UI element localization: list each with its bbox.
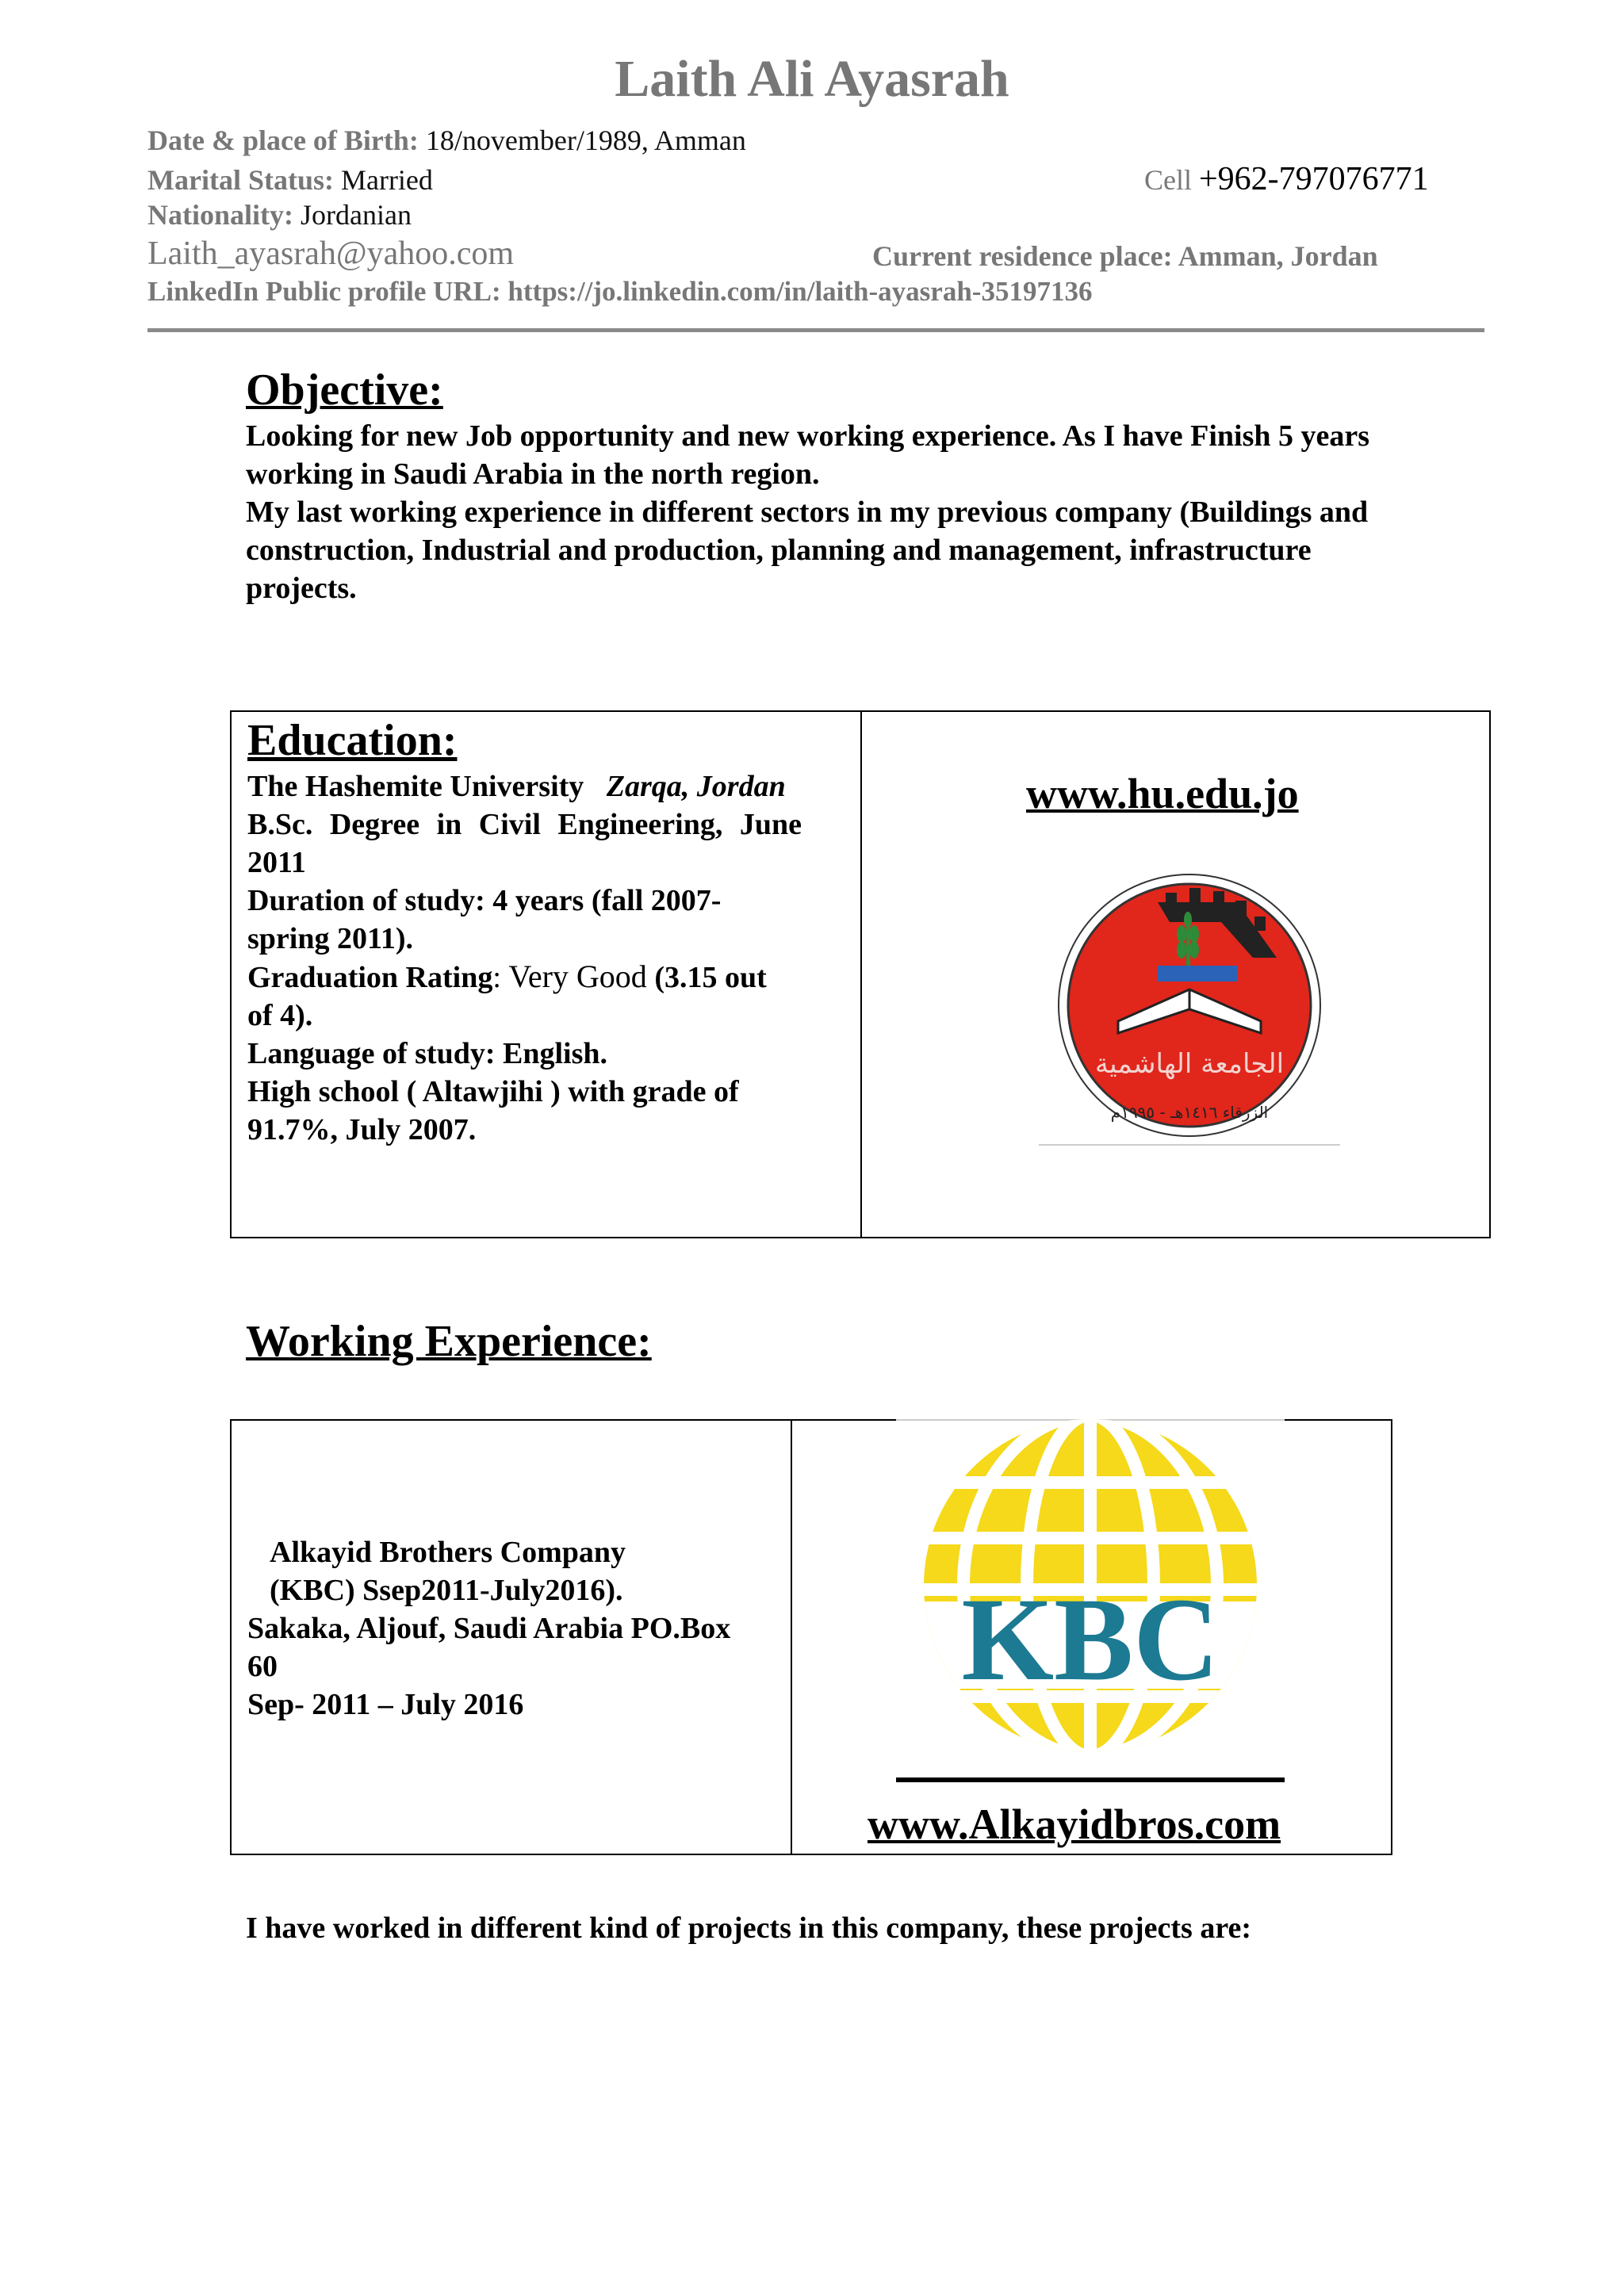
company-logo — [896, 1419, 1285, 1784]
cv-name: Laith Ali Ayasrah — [615, 50, 1009, 108]
rating-separator: : — [492, 961, 501, 994]
header-divider — [147, 328, 1484, 332]
cell-row — [1144, 160, 1429, 198]
rating-line-2: of 4). — [247, 999, 313, 1032]
email-link[interactable]: Laith_ayasrah@yahoo.com — [147, 235, 515, 272]
education-cell-divider — [860, 712, 862, 1237]
birth-row — [147, 124, 746, 157]
duration-line-1: Duration of study: 4 years (fall 2007- — [247, 884, 722, 917]
marital-label: Marital Status: — [147, 164, 334, 196]
residence: Current residence place: Amman, Jordan — [872, 240, 1378, 272]
education-heading: Education: — [247, 716, 458, 765]
objective-line: projects. — [246, 572, 357, 605]
nationality-value: Jordanian — [301, 199, 412, 231]
kbc-logo-text: KBC — [961, 1574, 1220, 1705]
experience-details — [247, 1533, 730, 1724]
high-school-line-2: 91.7%, July 2007. — [247, 1113, 477, 1146]
kbc-globe-icon — [896, 1419, 1285, 1784]
education-table — [230, 710, 1491, 1238]
objective-heading: Objective: — [246, 365, 443, 415]
university-location: Zarqa, Jordan — [606, 770, 786, 803]
marital-row — [147, 163, 433, 197]
company-name: Alkayid Brothers Company — [270, 1536, 626, 1569]
high-school-line-1: High school ( Altawjihi ) with grade of — [247, 1075, 739, 1108]
nationality-row — [147, 198, 412, 232]
study-language: Language of study: English. — [247, 1037, 608, 1070]
company-website[interactable]: www.Alkayidbros.com — [868, 1800, 1281, 1848]
birth-value: 18/november/1989, Amman — [425, 124, 746, 156]
university-row — [247, 767, 850, 806]
experience-table — [230, 1419, 1392, 1855]
experience-cell-divider — [791, 1421, 792, 1854]
university-logo — [1039, 871, 1340, 1148]
university-website[interactable]: www.hu.edu.jo — [1026, 770, 1299, 817]
degree-text: B.Sc. Degree in Civil Engineering, June — [247, 808, 802, 841]
projects-intro: I have worked in different kind of projects in this company, these projects are: — [246, 1911, 1252, 1945]
birth-label: Date & place of Birth: — [147, 124, 419, 156]
experience-heading: Working Experience: — [246, 1317, 652, 1366]
rating-label: Graduation Rating — [247, 961, 493, 994]
marital-value: Married — [340, 164, 433, 196]
degree-year: 2011 — [247, 846, 306, 879]
nationality-label: Nationality: — [147, 199, 293, 231]
university-logo-subtext: الزرقاء ١٤١٦هـ - ١٩٩٥م — [1110, 1103, 1269, 1122]
objective-line: Looking for new Job opportunity and new working experience. As I have Finish 5 years — [246, 419, 1370, 453]
duration-line-2: spring 2011). — [247, 922, 414, 955]
linkedin-url[interactable]: LinkedIn Public profile URL: https://jo.linkedin.com/in/laith-ayasrah-35197136 — [147, 276, 1093, 307]
university-logo-text: الجامعة الهاشمية — [1094, 1048, 1285, 1080]
employment-period: Sep- 2011 – July 2016 — [247, 1688, 524, 1721]
rating-value: Very Good — [508, 959, 647, 994]
objective-line: construction, Industrial and production, planning and management, infrastructure — [246, 534, 1312, 567]
objective-line: working in Saudi Arabia in the north region. — [246, 457, 820, 491]
university-name: The Hashemite University — [247, 770, 584, 803]
company-pobox: 60 — [247, 1650, 278, 1683]
rating-row — [247, 958, 850, 997]
university-seal-icon — [1039, 871, 1340, 1148]
cell-label: Cell — [1144, 164, 1192, 196]
objective-line: My last working experience in different sectors in my previous company (Buildings and — [246, 496, 1369, 529]
company-dates: (KBC) Ssep2011-July2016). — [270, 1574, 623, 1607]
degree-line — [247, 806, 850, 844]
rating-score: (3.15 out — [654, 961, 767, 994]
cell-value: +962-797076771 — [1199, 161, 1429, 197]
company-address: Sakaka, Aljouf, Saudi Arabia PO.Box — [247, 1612, 731, 1645]
objective-text — [246, 417, 1369, 607]
education-details — [247, 767, 850, 1149]
